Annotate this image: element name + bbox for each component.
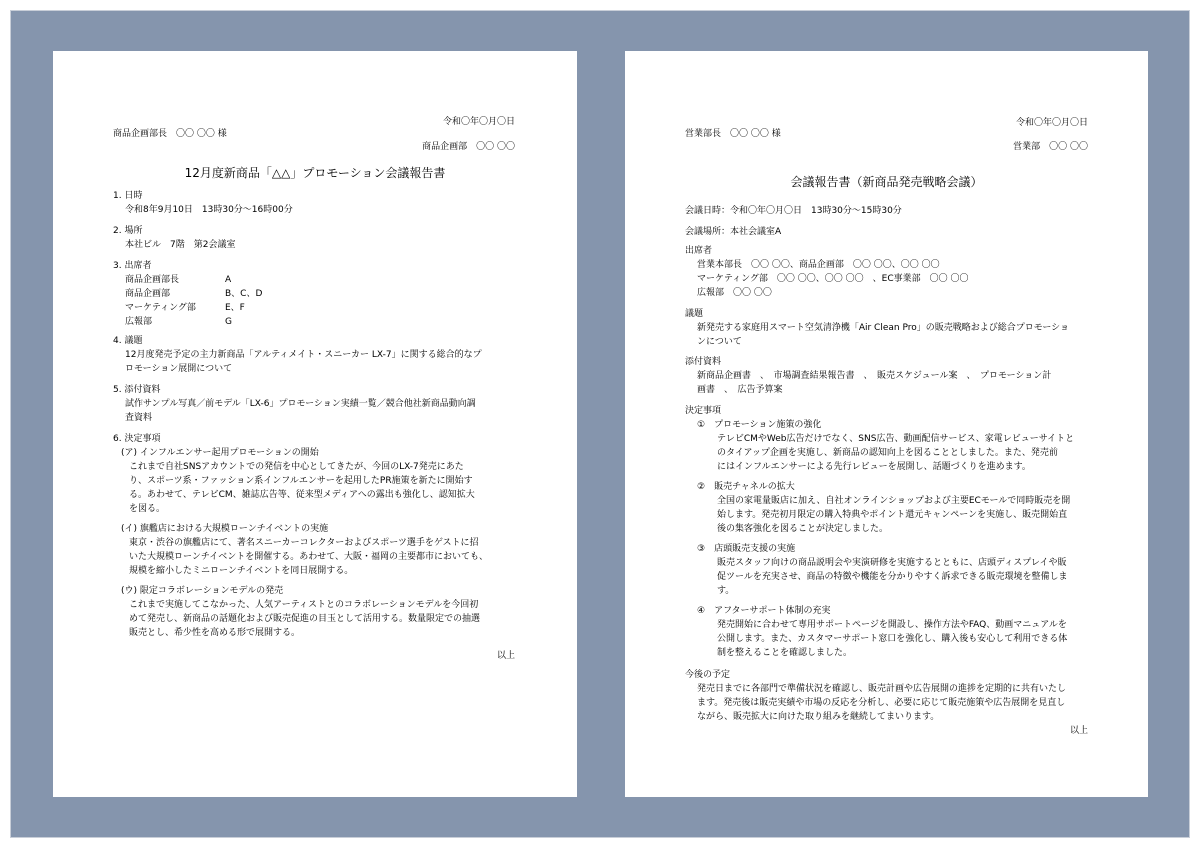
subsection-line: 販売スタッフ向けの商品説明会や実演研修を実施するとともに、店頭ディスプレイや販	[717, 558, 1067, 568]
subsection-line: 規模を縮小したミニローンチイベントを同日展開する。	[129, 566, 354, 576]
subsection-line: めて発売し、新商品の話題化および販売促進の目玉として活用する。数量限定での抽選	[129, 614, 481, 624]
subsection-line: る。あわせて、テレビCM、雑誌広告等、従来型メディアへの露出も強化し、認知拡大	[129, 490, 475, 500]
section-line: 発売日までに各部門で準備状況を確認し、販売計画や広告展開の進捗を定期的に共有いたし	[697, 684, 1067, 694]
section-heading: 議題	[685, 309, 704, 319]
attachments-section	[685, 355, 1051, 397]
subsection-line: のタイアップ企画を実施し、新商品の認知向上を図ることとしました。また、発売前	[717, 448, 1058, 458]
attendee-table	[113, 273, 262, 329]
section-heading: 2. 場所	[113, 226, 143, 236]
subsection-heading: ① プロモーション施策の強化	[697, 420, 822, 430]
subsection-line: これまで実施してこなかった、人気アーティストとのコラボレーションモデルを今回初	[129, 600, 479, 610]
sender: 営業部 〇〇 〇〇	[1013, 142, 1088, 152]
decision-b	[121, 522, 488, 578]
section-heading: 今後の予定	[685, 670, 731, 680]
subsection-line: を図る。	[129, 504, 166, 514]
closing-mark: 以上	[496, 651, 515, 661]
decision-3	[697, 542, 1068, 598]
closing-mark: 以上	[1069, 726, 1088, 736]
subsection-line: 全国の家電量販店に加え、自社オンラインショップおよび主要ECモールで同時販売を開	[717, 496, 1071, 506]
date: 令和〇年〇月〇日	[1015, 118, 1088, 128]
section-5	[113, 383, 476, 425]
decision-1	[697, 418, 1074, 474]
agenda-section	[685, 307, 1069, 349]
subsection-line: 後の集客強化を図ることが決定しました。	[717, 524, 889, 534]
section-2	[113, 224, 235, 252]
date: 令和〇年〇月〇日	[442, 117, 515, 127]
subsection-heading: ② 販売チャネルの拡大	[697, 482, 795, 492]
decision-a	[121, 446, 475, 516]
section-heading: 1. 日時	[113, 191, 143, 201]
decision-4	[697, 604, 1067, 660]
section-line: ロモーション展開について	[125, 364, 233, 374]
sender: 商品企画部 〇〇 〇〇	[422, 142, 515, 152]
section-line: 広報部 〇〇 〇〇	[697, 288, 772, 298]
page-title: 会議報告書（新商品発売戦略会議）	[790, 175, 983, 189]
section-line: 新発売する家庭用スマート空気清浄機「Air Clean Pro」の販売戦略および総合プロモーショ	[697, 323, 1070, 333]
subsection-line: す。	[717, 586, 735, 596]
section-4	[113, 334, 482, 376]
decision-c	[121, 584, 480, 640]
section-6	[113, 432, 160, 446]
recipient: 営業部長 〇〇 〇〇 様	[685, 129, 781, 139]
subsection-line: これまで自社SNSアカウントでの発信を中心としてきたが、今回のLX-7発売にあた	[129, 462, 464, 472]
attendee-row: マーケティング部 E、F	[125, 303, 245, 313]
document-page-right	[625, 51, 1148, 797]
meeting-place: 会議場所：本社会議室A	[685, 227, 782, 237]
section-line: 査資料	[125, 413, 153, 423]
page-title: 12月度新商品「△△」プロモーション会議報告書	[184, 166, 446, 180]
section-line: 12月度発売予定の主力新商品「アルティメイト・スニーカー LX-7」に関する総合的なプ	[125, 350, 482, 360]
section-heading: 6. 決定事項	[113, 434, 161, 444]
section-line: 営業本部長 〇〇 〇〇、商品企画部 〇〇 〇〇、〇〇 〇〇	[697, 260, 940, 270]
future-plans-section	[685, 668, 1066, 724]
section-line: 画書 、 広告予算案	[697, 385, 783, 395]
section-body: 令和8年9月10日 13時30分～16時00分	[125, 205, 293, 215]
section-line: 試作サンプル写真／前モデル「LX-6」プロモーション実績一覧／競合他社新商品動向調	[125, 399, 476, 409]
subsection-heading: (ア) インフルエンサー起用プロモーションの開始	[121, 448, 319, 458]
decision-2	[697, 480, 1070, 536]
subsection-heading: (ウ) 限定コラボレーションモデルの発売	[121, 586, 284, 596]
attendees-section	[685, 244, 968, 300]
subsection-line: 発売開始に合わせて専用サポートページを開設し、操作方法やFAQ、動画マニュアルを	[717, 620, 1067, 630]
section-1	[113, 189, 293, 217]
subsection-line: り、スポーツ系・ファッション系インフルエンサーを起用したPR施策を新たに開始す	[129, 476, 473, 486]
section-line: マーケティング部 〇〇 〇〇、〇〇 〇〇 、EC事業部 〇〇 〇〇	[697, 274, 969, 284]
meeting-datetime: 会議日時：令和〇年〇月〇日 13時30分～15時30分	[685, 206, 902, 216]
subsection-heading: (イ) 旗艦店における大規模ローンチイベントの実施	[121, 524, 329, 534]
section-heading: 5. 添付資料	[113, 385, 161, 395]
section-heading: 決定事項	[685, 406, 722, 416]
attendee-row: 商品企画部長 A	[125, 275, 232, 285]
subsection-line: 促ツールを充実させ、商品の特徴や機能を分かりやすく訴求できる販売環境を整備しま	[717, 572, 1068, 582]
section-line: ンについて	[697, 337, 742, 347]
subsection-line: 制を整えることを確認しました。	[717, 648, 853, 658]
subsection-line: 公開します。また、カスタマーサポート窓口を強化し、購入後も安心して利用できる体	[717, 634, 1068, 644]
attendee-row: 商品企画部 B、C、D	[125, 289, 263, 299]
section-heading: 3. 出席者	[113, 261, 152, 271]
subsection-line: にはインフルエンサーによる先行レビューを展開し、話題づくりを進めます。	[717, 462, 1031, 472]
subsection-heading: ④ アフターサポート体制の充実	[697, 606, 831, 616]
section-line: ます。発売後は販売実績や市場の反応を分析し、必要に応じて販売施策や広告展開を見直し	[697, 698, 1066, 708]
subsection-line: 販売とし、希少性を高める形で展開する。	[129, 628, 301, 638]
document-page-left	[53, 51, 577, 797]
section-line: 新商品企画書 、 市場調査結果報告書 、 販売スケジュール案 、 プロモーション計	[697, 371, 1052, 381]
section-heading: 4. 議題	[113, 336, 143, 346]
section-heading: 添付資料	[685, 357, 722, 367]
subsection-line: テレビCMやWeb広告だけでなく、SNS広告、動画配信サービス、家電レビューサイトと	[717, 434, 1075, 444]
attendee-row: 広報部 G	[125, 317, 232, 327]
subsection-line: いた大規模ローンチイベントを開催する。あわせて、大阪・福岡の主要都市においても、	[129, 552, 489, 562]
recipient: 商品企画部長 〇〇 〇〇 様	[113, 129, 227, 139]
section-3	[113, 259, 262, 329]
subsection-line: 東京・渋谷の旗艦店にて、著名スニーカーコレクターおよびスポーツ選手をゲストに招	[129, 538, 479, 548]
decisions-section	[685, 404, 721, 418]
section-body: 本社ビル 7階 第2会議室	[125, 240, 236, 250]
section-heading: 出席者	[685, 246, 713, 256]
subsection-heading: ③ 店頭販売支援の実施	[697, 544, 796, 554]
subsection-line: 始します。発売初月限定の購入特典やポイント還元キャンペーンを実施し、販売開始直	[717, 510, 1068, 520]
section-line: ながら、販売拡大に向けた取り組みを継続してまいります。	[697, 712, 940, 722]
